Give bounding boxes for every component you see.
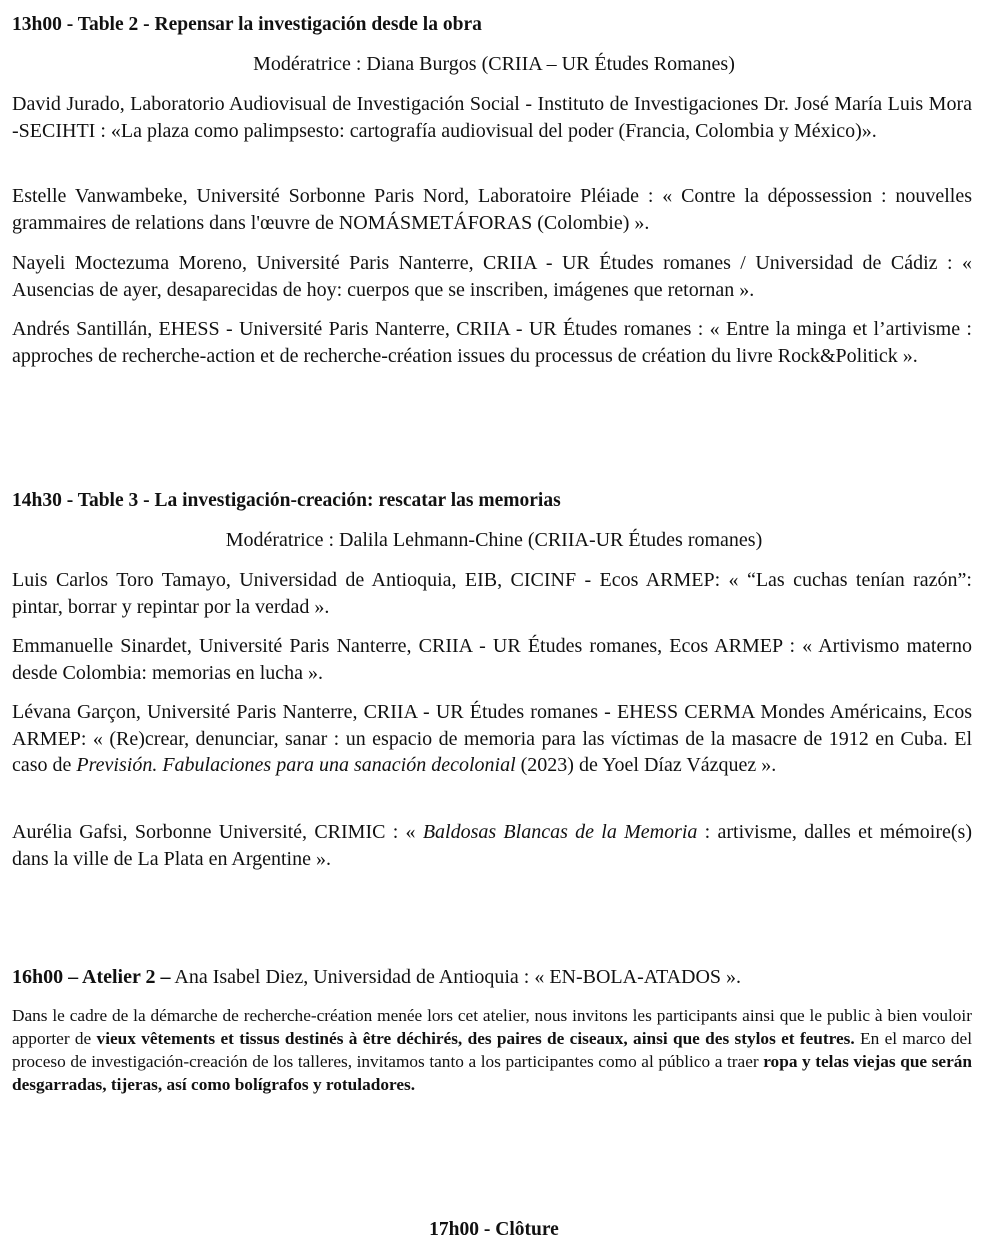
- table3-entry-gafsi: [12, 819, 972, 872]
- note-bold-text: ropa y telas viejas que serán desgarradas, tijeras, así como bolígrafos y rotuladores.: [12, 1052, 972, 1094]
- table2-entry-jurado: David Jurado, Laboratorio Audiovisual de Investigación Social - Instituto de Investigaciones Dr. José María Luis Mora -SECIHTI : «La plaza como palimpsesto: cartografía audiovisual del poder (Francia, Colombia y México)».: [12, 93, 972, 142]
- table2-heading: 13h00 - Table 2 - Repensar la investigación desde la obra: [12, 14, 482, 35]
- note-text: En el marco del proceso de investigación-creación de los talleres, invitamos tanto a los participantes como al público a traer: [12, 1029, 972, 1071]
- note-text: Dans le cadre de la démarche de recherche-création menée lors cet atelier, nous invitons les participants ainsi que le public à bien vouloir apporter de: [12, 1006, 972, 1048]
- table3-heading: 14h30 - Table 3 - La investigación-creación: rescatar las memorias: [12, 490, 561, 511]
- note-bold-text: vieux vêtements et tissus destinés à être déchirés, des paires de ciseaux, ainsi que des stylos et feutres.: [96, 1029, 855, 1048]
- table2-entry-moctezuma: Nayeli Moctezuma Moreno, Université Paris Nanterre, CRIIA - UR Études romanes / Universidad de Cádiz : « Ausencias de ayer, desaparecidas de hoy: cuerpos que se inscriben, imágenes que retornan ».: [12, 252, 972, 301]
- table3-entry-toro: Luis Carlos Toro Tamayo, Universidad de Antioquia, EIB, CICINF - Ecos ARMEP: « “Las cuchas tenían razón”: pintar, borrar y repintar por la verdad ».: [12, 569, 972, 618]
- table3-moderator: Modératrice : Dalila Lehmann-Chine (CRIIA-UR Études romanes): [225, 529, 763, 551]
- closing-heading: 17h00 - Clôture: [429, 1219, 559, 1240]
- table2-entry-santillan: Andrés Santillán, EHESS - Université Paris Nanterre, CRIIA - UR Études romanes : « Entre la minga et l’artivisme : approches de recherche-action et de recherche-création issues du processus de création du livre Rock&Politick ».: [12, 318, 972, 367]
- table3-entry-garcon: [12, 699, 972, 779]
- atelier-time-title: 16h00 – Atelier 2 –: [12, 966, 171, 988]
- table2-moderator: Modératrice : Diana Burgos (CRIIA – UR Études Romanes): [253, 53, 735, 75]
- table2-entry-vanwambeke: Estelle Vanwambeke, Université Sorbonne Paris Nord, Laboratoire Pléiade : « Contre la dépossession : nouvelles grammaires de relations dans l'œuvre de NOMÁSMETÁFORAS (Colombie) ».: [12, 185, 972, 234]
- work-title: Baldosas Blancas de la Memoria: [422, 821, 698, 843]
- atelier-note: [12, 1004, 972, 1096]
- entry-text: Aurélia Gafsi, Sorbonne Université, CRIMIC : «: [12, 821, 423, 843]
- atelier-detail: Ana Isabel Diez, Universidad de Antioquia : « EN-BOLA-ATADOS ».: [170, 966, 742, 988]
- work-title: Previsión. Fabulaciones para una sanación decolonial: [76, 754, 516, 776]
- entry-text: : artivisme, dalles et mémoire(s) dans la ville de La Plata en Argentine ».: [12, 821, 972, 870]
- table3-entry-sinardet: Emmanuelle Sinardet, Université Paris Nanterre, CRIIA - UR Études romanes, Ecos ARMEP : « Artivismo materno desde Colombia: memorias en lucha ».: [12, 635, 972, 684]
- entry-text: Lévana Garçon, Université Paris Nanterre, CRIIA - UR Études romanes - EHESS CERMA Mondes Américains, Ecos ARMEP: « (Re)crear, denunciar, sanar : un espacio de memoria para las víctimas de la masacre de 1912 en Cuba. El caso de: [12, 701, 972, 776]
- entry-text: (2023) de Yoel Díaz Vázquez ».: [515, 754, 777, 776]
- atelier-heading: [12, 964, 741, 990]
